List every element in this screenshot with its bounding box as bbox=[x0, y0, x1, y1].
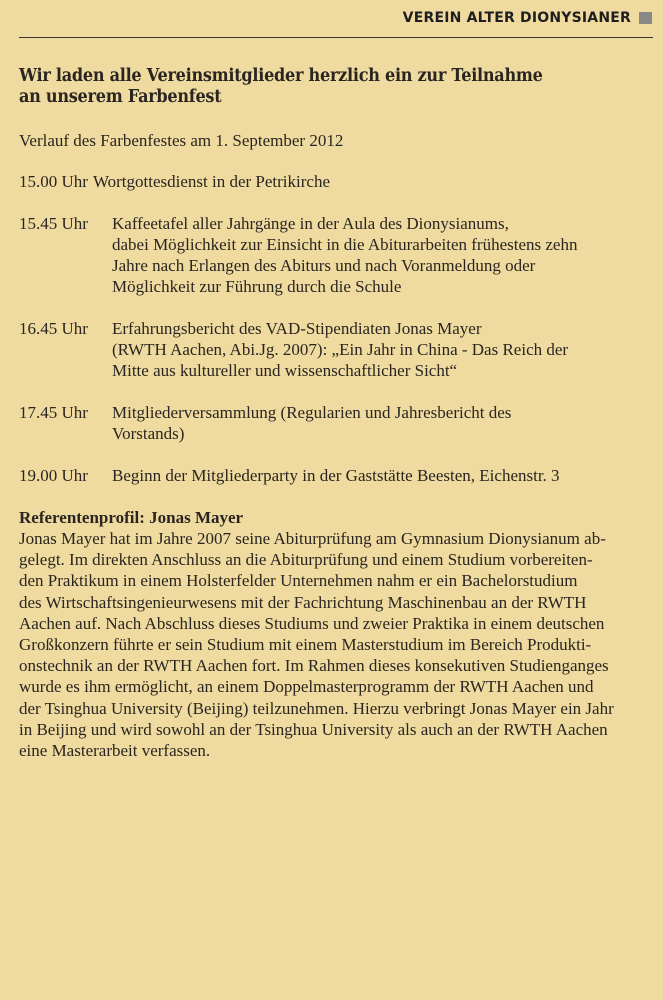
schedule bbox=[19, 171, 651, 486]
schedule-time: 16.45 Uhr bbox=[19, 319, 88, 338]
profile-line: des Wirtschaftsingenieurwesens mit der Fachrichtung Maschinenbau an der RWTH bbox=[19, 592, 587, 612]
schedule-line: (RWTH Aachen, Abi.Jg. 2007): „Ein Jahr in China - Das Reich der bbox=[112, 340, 569, 359]
running-header bbox=[403, 10, 652, 26]
profile-line: der Tsinghua University (Beijing) teilzunehmen. Hierzu verbringt Jonas Mayer ein Jahr bbox=[19, 698, 614, 718]
profile-line: Jonas Mayer hat im Jahre 2007 seine Abiturprüfung am Gymnasium Dionysianum ab- bbox=[19, 529, 606, 548]
schedule-line: Mitte aus kultureller und wissenschaftlicher Sicht“ bbox=[112, 361, 458, 380]
profile-line: onstechnik an der RWTH Aachen fort. Im Rahmen dieses konsekutiven Studienganges bbox=[19, 656, 609, 676]
profile-body bbox=[19, 528, 651, 761]
square-marker-icon bbox=[639, 12, 652, 24]
headline bbox=[19, 66, 659, 108]
schedule-line: Mitgliederversammlung (Regularien und Jahresbericht des bbox=[112, 403, 512, 422]
profile-line: gelegt. Im direkten Anschluss an die Abiturprüfung und einem Studium vorbereiten- bbox=[19, 550, 593, 570]
schedule-description bbox=[112, 465, 651, 486]
schedule-line: Vorstands) bbox=[112, 424, 185, 443]
profile-line: den Praktikum in einem Holsterfelder Unternehmen nahm er ein Bachelorstudium bbox=[19, 571, 578, 591]
schedule-line: dabei Möglichkeit zur Einsicht in die Abiturarbeiten frühestens zehn bbox=[112, 235, 578, 254]
schedule-time: 17.45 Uhr bbox=[19, 403, 88, 422]
schedule-description bbox=[112, 402, 651, 444]
profile-line: wurde es ihm ermöglicht, an einem Doppelmasterprogramm der RWTH Aachen und bbox=[19, 677, 594, 697]
schedule-item bbox=[19, 213, 651, 297]
schedule-line: Beginn der Mitgliederparty in der Gaststätte Beesten, Eichenstr. 3 bbox=[112, 466, 560, 485]
profile-line: Großkonzern führte er sein Studium mit einem Masterstudium im Bereich Produkti- bbox=[19, 635, 592, 655]
schedule-time: 15.00 Uhr bbox=[19, 172, 88, 191]
schedule-time: 19.00 Uhr bbox=[19, 466, 88, 485]
running-header-title: VEREIN ALTER DIONYSIANER bbox=[402, 10, 631, 26]
headline-line-1: Wir laden alle Vereinsmitglieder herzlich ein zur Teilnahme bbox=[19, 66, 543, 86]
headline-line-2: an unserem Farbenfest bbox=[19, 87, 222, 107]
schedule-line: Erfahrungsbericht des VAD-Stipendiaten Jonas Mayer bbox=[112, 319, 482, 338]
profile-line: Aachen auf. Nach Abschluss dieses Studiums und zweier Praktika in einem deutschen bbox=[19, 613, 605, 633]
schedule-item bbox=[19, 171, 651, 192]
profile-line: in Beijing und wird sowohl an der Tsinghua University als auch an der RWTH Aachen bbox=[19, 719, 608, 739]
schedule-description bbox=[112, 213, 651, 297]
schedule-line: Möglichkeit zur Führung durch die Schule bbox=[112, 277, 402, 296]
schedule-item bbox=[19, 465, 651, 486]
profile-heading: Referentenprofil: Jonas Mayer bbox=[19, 508, 244, 527]
article bbox=[19, 66, 651, 761]
schedule-description: Wortgottesdienst in der Petrikirche bbox=[92, 172, 330, 191]
schedule-item bbox=[19, 402, 651, 444]
schedule-time: 15.45 Uhr bbox=[19, 214, 88, 233]
schedule-line: Jahre nach Erlangen des Abiturs und nach Voranmeldung oder bbox=[112, 256, 536, 275]
schedule-description bbox=[112, 318, 651, 381]
header-rule bbox=[19, 37, 653, 38]
profile-line: eine Masterarbeit verfassen. bbox=[19, 741, 211, 761]
schedule-item bbox=[19, 318, 651, 381]
event-intro: Verlauf des Farbenfestes am 1. September 2012 bbox=[19, 131, 344, 150]
schedule-line: Kaffeetafel aller Jahrgänge in der Aula des Dionysianums, bbox=[112, 214, 509, 233]
